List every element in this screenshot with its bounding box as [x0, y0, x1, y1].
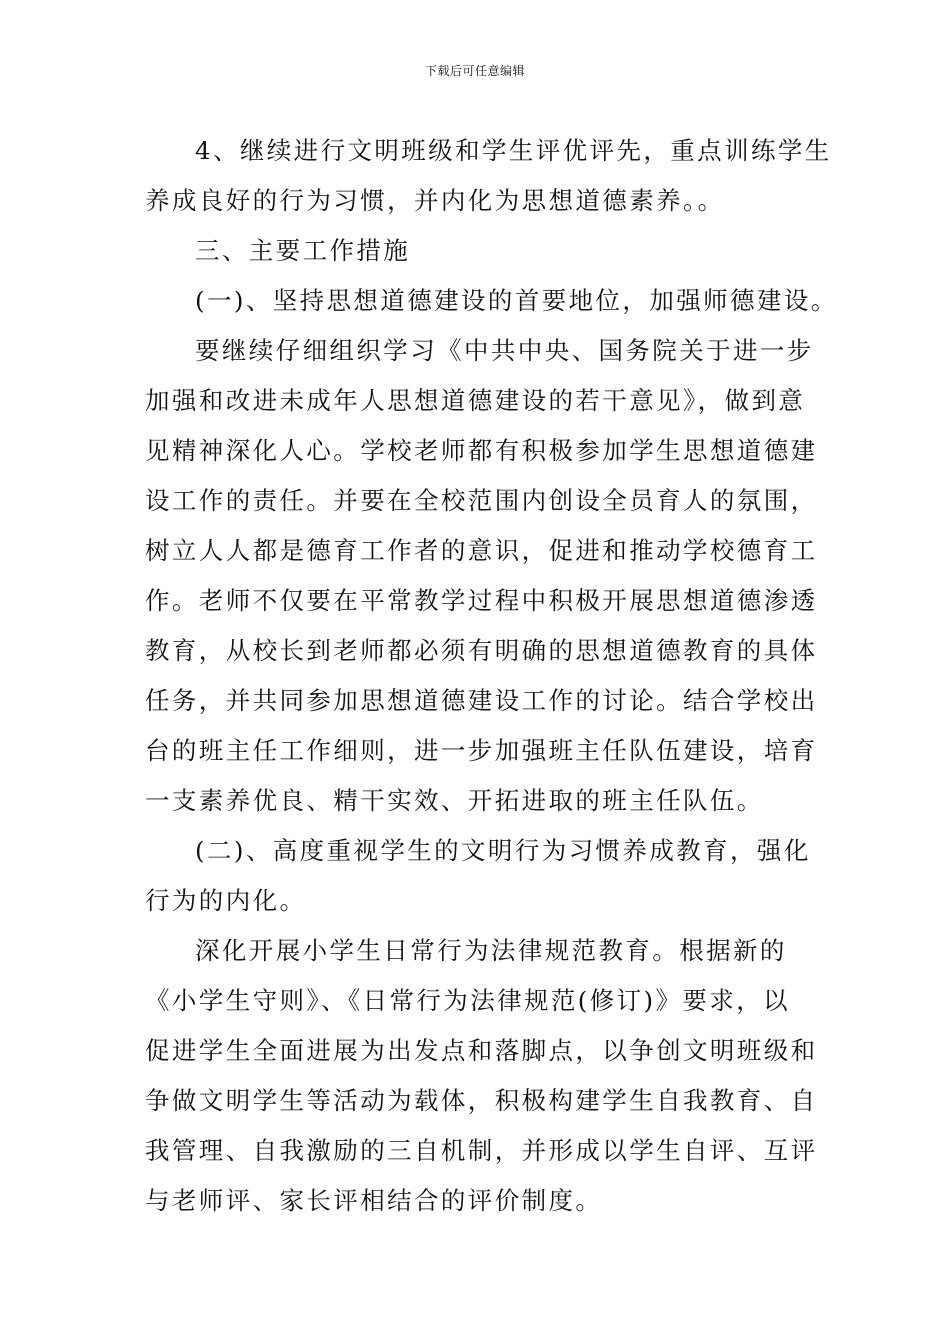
- text-line: 深化开展小学生日常行为法律规范教育。根据新的: [195, 936, 787, 965]
- text-line: 加强和改进未成年人思想道德建设的若干意见》，做到意: [145, 386, 806, 415]
- text-line: 台的班主任工作细则，进一步加强班主任队伍建设，培育: [145, 736, 818, 765]
- text-line: 争做文明学生等活动为载体，积极构建学生自我教育、自: [145, 1086, 818, 1115]
- text-line: 作。老师不仅要在平常教学过程中积极开展思想道德渗透: [145, 586, 818, 615]
- text-line: 4、继续进行文明班级和学生评优评先，重点训练学生: [195, 136, 832, 165]
- text-line: 《小学生守则》、《日常行为法律规范(修订)》要求，以: [145, 986, 791, 1015]
- text-line: 教育，从校长到老师都必须有明确的思想道德教育的具体: [145, 636, 818, 665]
- text-line: 促进学生全面进展为出发点和落脚点，以争创文明班级和: [145, 1036, 818, 1065]
- text-line: 任务，并共同参加思想道德建设工作的讨论。结合学校出: [145, 686, 818, 715]
- text-line: 见精神深化人心。学校老师都有积极参加学生思想道德建: [145, 436, 818, 465]
- text-line: 养成良好的行为习惯，并内化为思想道德素养。。: [145, 186, 725, 215]
- text-line: 树立人人都是德育工作者的意识，促进和推动学校德育工: [145, 536, 818, 565]
- document-body: [145, 126, 838, 1226]
- text-line: 一支素养优良、精干实效、开拓进取的班主任队伍。: [145, 786, 764, 815]
- text-line: 设工作的责任。并要在全校范围内创设全员育人的氛围，: [145, 486, 818, 515]
- section-heading: 三、主要工作措施: [195, 236, 411, 265]
- text-line: 行为的内化。: [145, 886, 307, 915]
- subsection-heading: (一)、坚持思想道德建设的首要地位，加强师德建设。: [195, 286, 838, 315]
- text-line: 我管理、自我激励的三自机制，并形成以学生自评、互评: [145, 1136, 818, 1165]
- subsection-heading: (二)、高度重视学生的文明行为习惯养成教育，强化: [195, 836, 811, 865]
- text-line: 要继续仔细组织学习《中共中央、国务院关于进一步: [195, 336, 814, 365]
- text-line: 与老师评、家长评相结合的评价制度。: [145, 1186, 603, 1215]
- page-header: 下载后可任意编辑: [424, 64, 525, 78]
